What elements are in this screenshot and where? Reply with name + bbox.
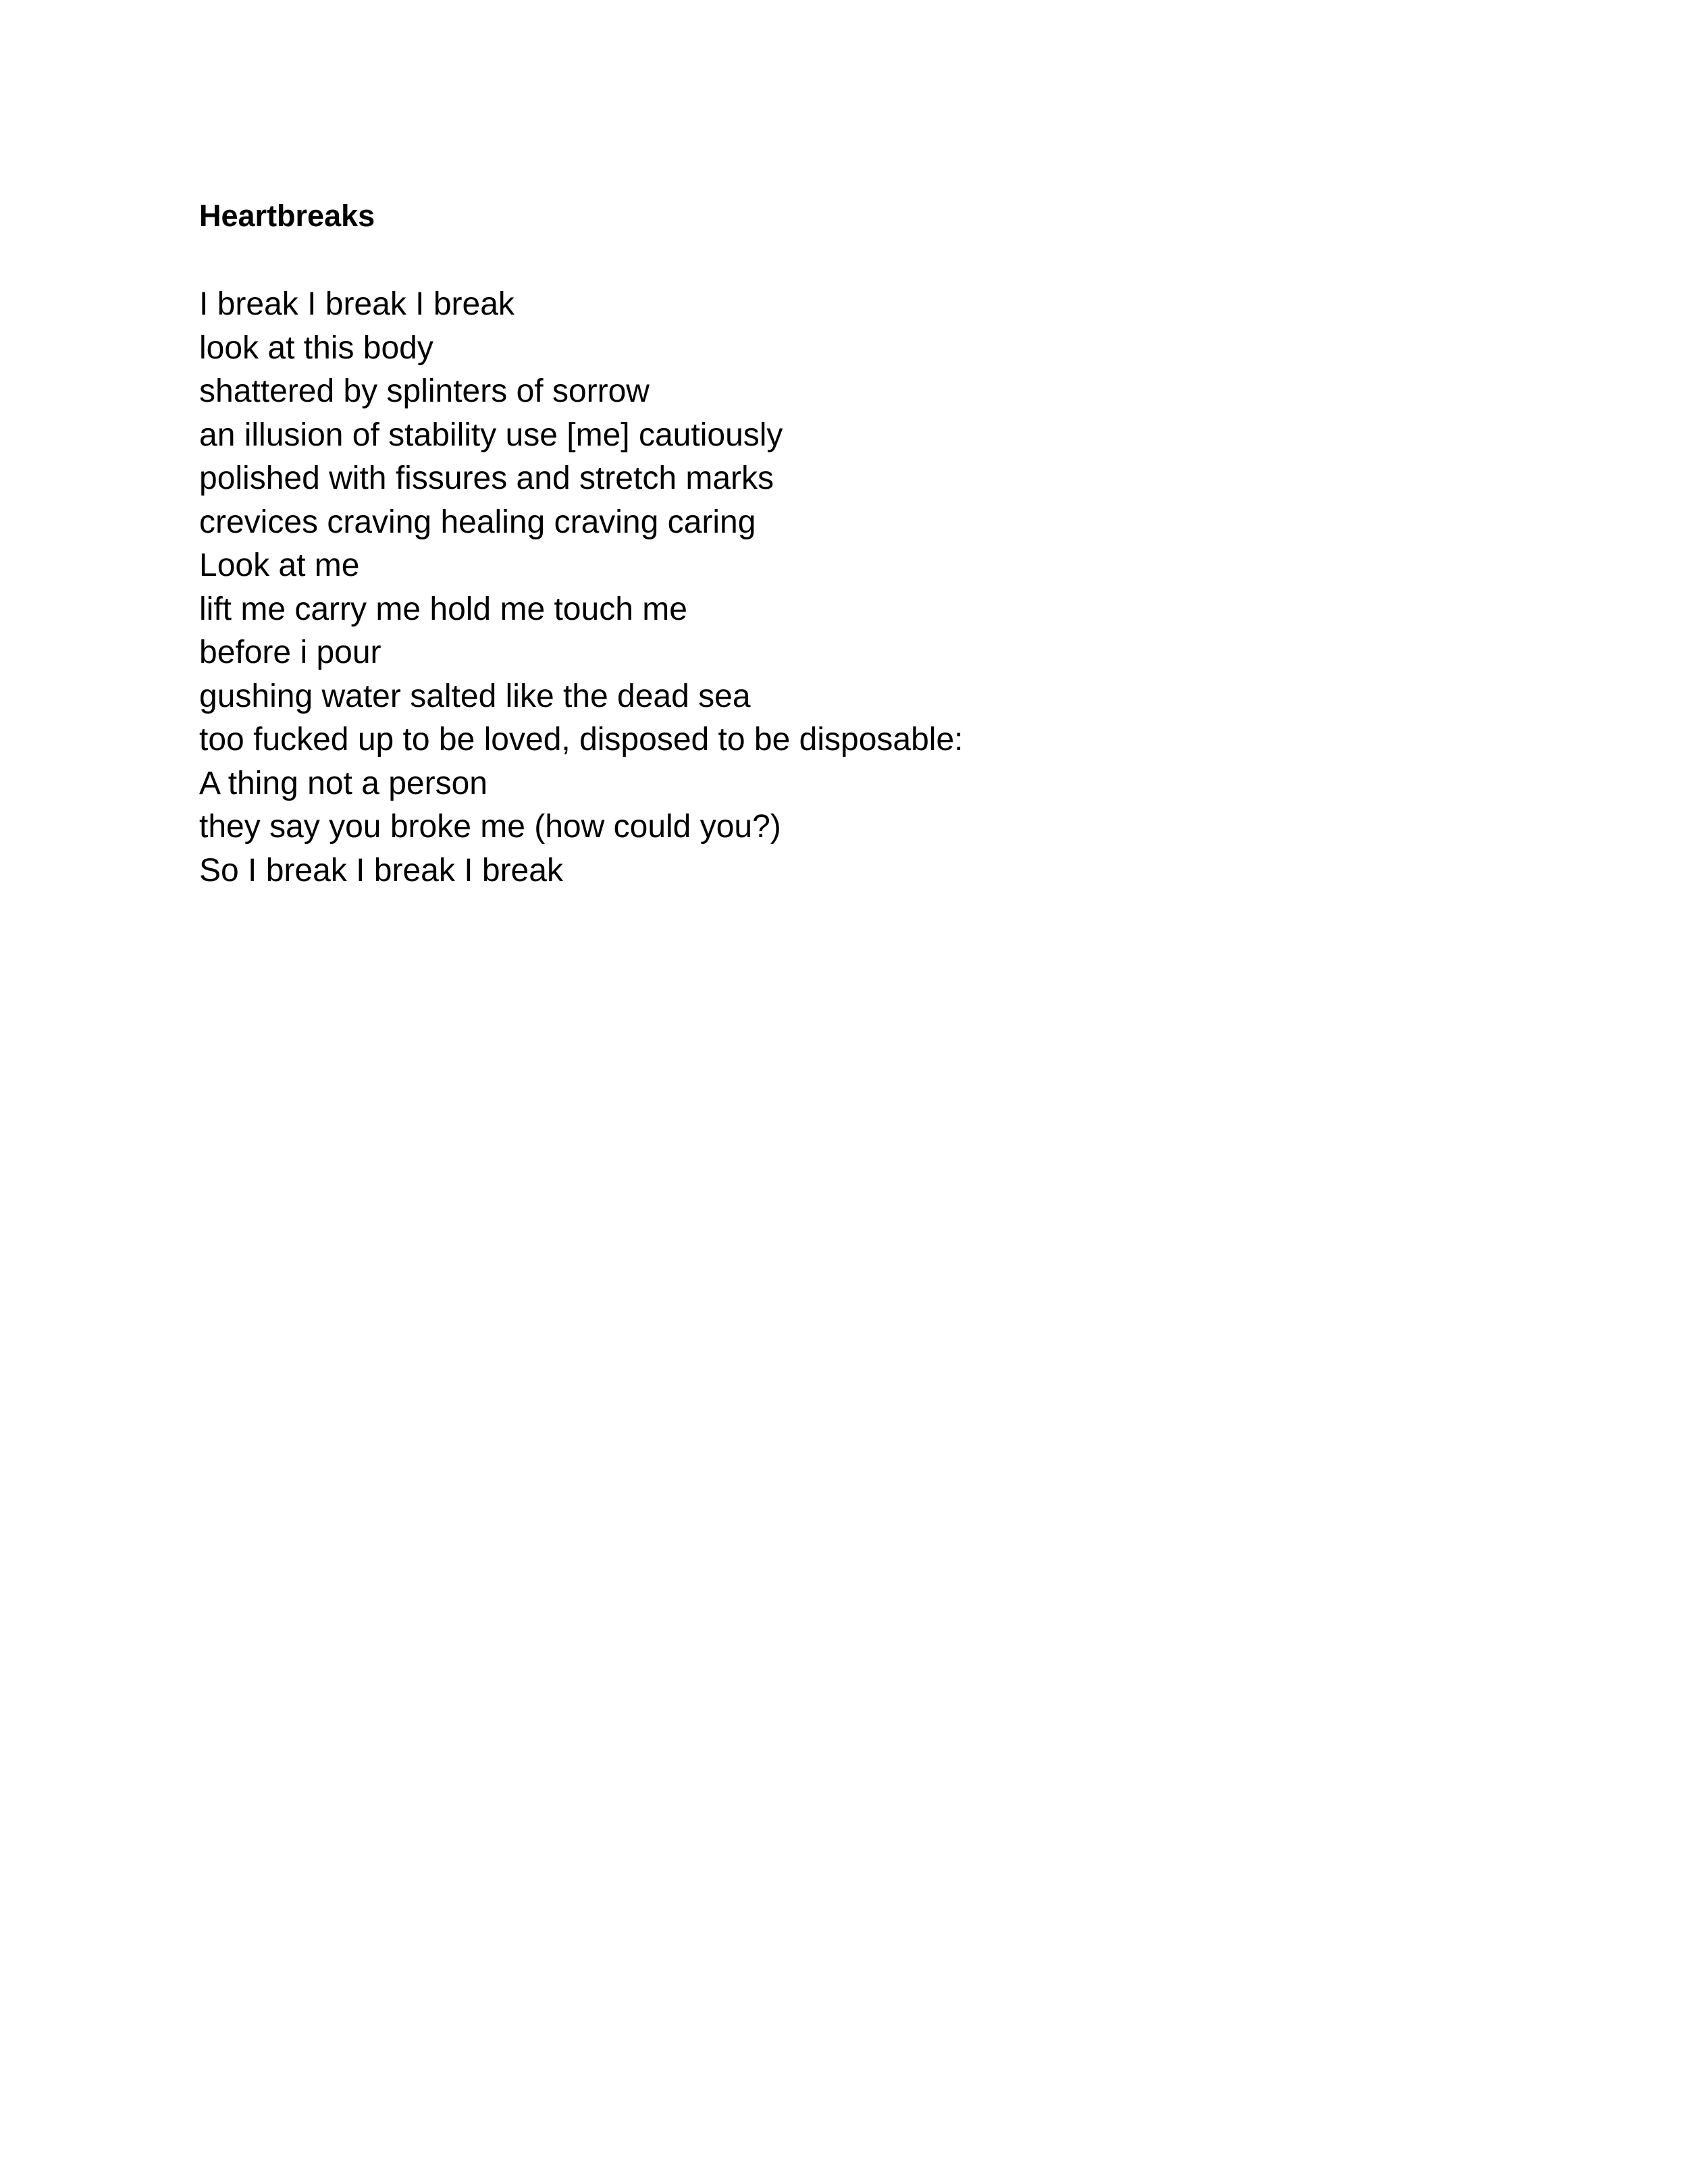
poem-line: A thing not a person xyxy=(199,765,487,801)
poem-line: gushing water salted like the dead sea xyxy=(199,678,751,714)
poem-line: too fucked up to be loved, disposed to be disposable: xyxy=(199,722,964,757)
poem-line: So I break I break I break xyxy=(199,852,563,888)
poem-line: they say you broke me (how could you?) xyxy=(199,809,781,845)
poem-body xyxy=(199,283,963,893)
poem-line: look at this body xyxy=(199,329,433,366)
poem-line: an illusion of stability use [me] cautiously xyxy=(199,417,783,453)
poem-line: shattered by splinters of sorrow xyxy=(199,373,650,409)
poem-line: I break I break I break xyxy=(199,286,515,322)
poem-line: lift me carry me hold me touch me xyxy=(199,591,687,627)
poem-line: polished with fissures and stretch marks xyxy=(199,460,774,496)
poem-line: Look at me xyxy=(199,548,360,583)
poem-title: Heartbreaks xyxy=(199,198,375,233)
poem-line: crevices craving healing craving caring xyxy=(199,504,756,540)
poem-line: before i pour xyxy=(199,635,381,670)
